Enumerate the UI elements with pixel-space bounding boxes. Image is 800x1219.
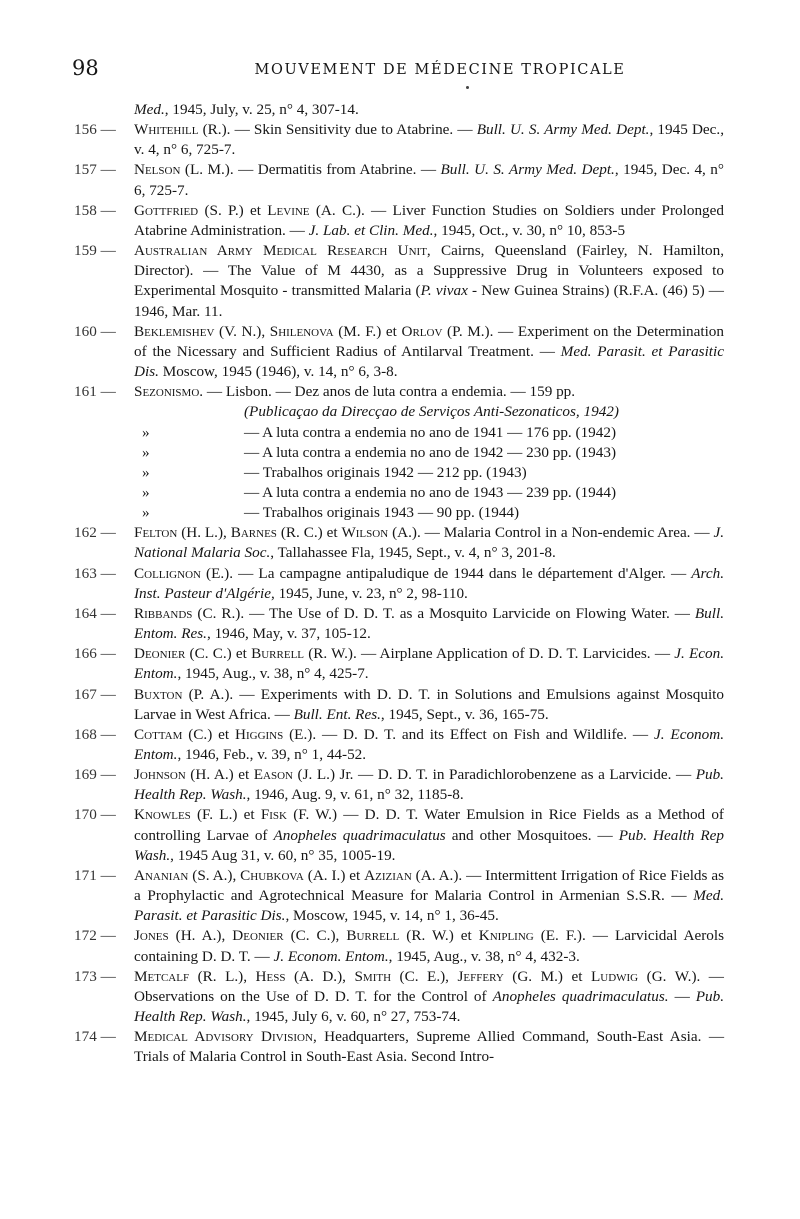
entry-author: Burrell [251,645,305,663]
entry-text: (R. W.) et [399,927,479,945]
ditto-line [74,503,724,523]
entry-journal: Pub. Health Rep. Wash. [134,766,724,804]
entry-text: (P. A.). — Experiments with D. D. T. in Solutions and Emulsions against Mosquito Larvae in West Africa. — [134,685,724,723]
ditto-line [74,483,724,503]
entry-text: Moscow, 1945 (1946), v. 14, n° 6, 3-8. [158,363,398,381]
entry-number: 168 — [74,725,116,743]
entry-text: , Moscow, 1945, v. 14, n° 1, 36-45. [285,907,499,925]
bibliography-entry [74,160,724,200]
entry-text: , Tallahassee Fla, 1945, Sept., v. 4, n° 3, 201-8. [270,544,556,562]
entry-text: , 1945 Aug 31, v. 60, n° 35, 1005-19. [170,846,396,864]
entry-journal: Bull. U. S. Army Med. Dept. [476,121,650,139]
entry-author: Collignon [134,564,201,582]
entry-journal: Med. [134,101,165,118]
entry-text: , 1945, Dec. 4, n° 6, 725-7. [134,161,724,199]
entry-journal: J. Econ. Entom. [134,645,724,683]
running-title: MOUVEMENT DE MÉDECINE TROPICALE [254,62,626,78]
entry-text: (C.) et [182,725,235,743]
entry-journal: Pub. Health Rep. Wash. [134,987,725,1026]
entry-journal: Arch. Inst. Pasteur d'Algérie [134,564,724,602]
entry-author: Beklemishev [134,322,215,340]
entry-author: Levine [267,201,310,219]
entry-author: Smith [354,967,392,985]
entry-text: - New Guinea Strains) (R.F.A. (46) 5) — 1946, Mar. 11. [134,282,724,320]
bibliography-entries-b [74,523,724,1067]
entry-number: 166 — [74,645,116,663]
entry-journal: J. Lab. et Clin. Med. [308,221,434,239]
entry-author: Deonier [232,927,284,945]
entry-text: (V. N.), [214,322,270,340]
entry-text: , 1946, Feb., v. 39, n° 1, 44-52. [177,746,367,763]
entry-journal: Anopheles quadrimaculatus. [492,987,669,1005]
ditto-line-text: — A luta contra a endemia no ano de 1942 — 230 pp. (1943) [244,443,617,461]
entry-text: , 1945 Dec., v. 4, n° 6, 725-7. [134,121,724,159]
entry-number: 158 — [74,201,116,219]
entry-author: Australian Army Medical Research Unit [134,242,427,260]
entry-author: Higgins [235,725,284,743]
ditto-line [74,463,724,483]
entry-author: Ludwig [590,967,639,985]
entry-text: , 1945, Sept., v. 36, 165-75. [380,705,549,723]
entry-author: Deonier [134,645,186,663]
entry-text: , 1945, Oct., v. 30, n° 10, 853-5 [433,221,626,239]
ditto-line-text: — Trabalhos originais 1943 — 90 pp. (1944) [244,504,520,522]
bibliography-entry [74,967,724,1027]
entry-text: (S. P.) et [198,201,268,219]
ditto-mark: » [142,483,150,501]
ditto-line [74,443,724,463]
entry-number: 164 — [74,604,116,622]
entry-journal: J. Econom. Entom. [273,947,389,965]
entry-161-publisher: (Publicaçao da Direcçao de Serviços Anti-Sezonaticos, 1942) [244,403,619,421]
entry-number: 174 — [74,1028,116,1046]
bibliography-entry [74,523,724,563]
entry-number: 167 — [74,685,116,703]
entry-author: Medical Advisory Division [134,1028,313,1046]
entry-text: — Lisbon. — Dez anos de luta contra a endemia. — 159 pp. [203,383,576,401]
entry-text: (R. L.), [189,967,256,985]
entry-text: (C. C.) et [185,645,252,663]
entry-number: 161 — [74,383,116,401]
entry-author: Shilenova [269,322,334,340]
entry-author: Hess [255,967,286,985]
entry-journal: P. vivax [420,282,468,300]
entry-author: Wilson [341,524,389,542]
entry-text: (R. W.). — Airplane Application of D. D. T. Larvicides. — [304,645,675,663]
entry-text: , 1946, Aug. 9, v. 61, n° 32, 1185-8. [246,786,464,804]
entry-author: Metcalf [134,967,190,985]
entry-text: (A. A.). — Intermittent Irrigation of Rice Fields as a Prophylactic and Agrotechnical Measure for Malaria Control in Armenian S.S.R. — [134,866,724,905]
bibliography-entry [74,926,724,966]
entry-journal: Med. Parasit. et Parasitic Dis. [134,342,724,381]
entry-author: Sezonismo. [134,383,204,401]
entry-text: (H. A.), [168,927,233,945]
entry-text: , 1945, June, v. 23, n° 2, 98-110. [270,584,468,602]
entry-text: , 1945, July, v. 25, n° 4, 307-14. [164,101,359,118]
bibliography-entry [74,765,724,805]
ditto-line-text: — A luta contra a endemia no ano de 1941 — 176 pp. (1942) [244,423,617,441]
bibliography-entry [74,322,724,382]
entry-journal: Pub. Health Rep Wash. [134,826,724,864]
entry-text: (R.). — Skin Sensitivity due to Atabrine. — [198,121,477,139]
entry-journal: Bull. Ent. Res. [293,705,381,723]
entry-text: (G. M.) et [503,967,591,985]
entry-text: (P. M.). — Experiment on the Determination of the Nicessary and Sufficient Radius of Antilarval Treatment. — [134,322,724,360]
entry-text: (E.). — La campagne antipaludique de 1944 dans le département d'Alger. — [200,564,692,582]
entry-text: (E.). — D. D. T. and its Effect on Fish and Wildlife. — [283,725,655,743]
bibliography-entry [74,241,724,322]
bibliography-entry [74,725,724,765]
bibliography-entry [74,604,724,644]
entry-text: (J. L.) Jr. — D. D. T. in Paradichlorobenzene as a Larvicide. — [292,766,696,784]
entry-journal: Bull. Entom. Res. [134,604,724,643]
ditto-line-text: — A luta contra a endemia no ano de 1943 — 239 pp. (1944) [244,483,617,501]
entry-text: (A. C.). — Liver Function Studies on Soldiers under Prolonged Atabrine Administration. — [134,201,724,239]
bibliography-entry [74,644,724,684]
entry-text: (A. I.) et [303,866,365,884]
entry-number: 156 — [74,121,116,139]
bibliography-entry [74,685,724,725]
ditto-line-text: — Trabalhos originais 1942 — 212 pp. (1943) [244,463,527,481]
entry-text: (A. D.), [285,967,355,985]
entry-number: 162 — [74,524,116,542]
entry-author: Knowles [134,806,191,824]
entry-text: , 1945, Aug., v. 38, n° 4, 425-7. [177,665,369,683]
entry-author: Johnson [134,766,186,784]
bibliography-entry-161 [74,382,724,402]
entry-text: (A.). — Malaria Control in a Non-endemic Area. — [388,524,714,542]
entry-journal: Med. Parasit. et Parasitic Dis. [134,887,724,925]
page-number: 98 [72,56,99,80]
entry-journal: Bull. U. S. Army Med. Dept. [440,161,615,179]
entry-text: (H. L.), [177,524,231,542]
entry-text: (E. F.). — Larvicidal Aerols containing D. D. T. — [134,927,724,965]
entry-text: , 1945, Aug., v. 38, n° 4, 432-3. [388,947,580,965]
print-speck [466,86,469,89]
entry-number: 170 — [74,806,116,824]
entry-number: 172 — [74,927,116,945]
bibliography-entry [74,805,724,865]
entry-text: , 1945, July 6, v. 60, n° 27, 753-74. [246,1008,461,1026]
entry-author: Ananian [134,866,189,884]
entry-number: 171 — [74,866,116,884]
entry-text: (S. A.), [188,866,241,884]
entry-author: Gottfried [134,201,199,219]
entry-text: (R. C.) et [276,524,342,542]
entry-text: (M. F.) et [333,322,402,340]
ditto-mark: » [142,463,150,481]
entry-author: Jeffery [457,967,504,985]
entry-author: Fisk [260,806,287,824]
entry-author: Eason [253,766,293,784]
entry-author: Buxton [134,685,183,703]
bibliography-entry [74,201,724,241]
entry-text: , 1946, May, v. 37, 105-12. [206,625,371,643]
entry-text: and other Mosquitoes. — [445,826,619,844]
bibliography-entry [74,564,724,604]
entry-author: Barnes [230,524,277,542]
entry-author: Whitehill [134,121,199,139]
bibliography-entries-a [74,100,724,382]
entry-text: (F. L.) et [190,806,261,824]
entry-author: Azizian [364,866,412,884]
ditto-mark: » [142,423,150,441]
bibliography-entry [74,100,724,120]
entry-number: 173 — [74,967,116,985]
entry-author: Burrell [346,927,400,945]
entry-journal: J. National Malaria Soc. [134,524,724,562]
bibliography-entry [74,1027,724,1067]
entry-text: (C. E.), [391,967,458,985]
entry-text: , Cairns, Queensland (Fairley, N. Hamilton, Director). — The Value of M 4430, as a Suppressive Drug in Volunteers exposed to Experimental Mosquito - transmitted Malaria ( [134,242,724,300]
ditto-mark: » [142,504,150,522]
ditto-line [74,423,724,443]
entry-journal: J. Econom. Entom. [134,725,724,763]
entry-text: (F. W.) — D. D. T. Water Emulsion in Rice Fields as a Method of controlling Larvae of [134,806,724,844]
entry-author: Nelson [134,161,181,179]
entry-number: 169 — [74,766,116,784]
entry-journal: Anopheles quadrimaculatus [273,826,446,844]
entry-number: 163 — [74,564,116,582]
entry-author: Cottam [134,725,183,743]
entry-text: (L. M.). — Dermatitis from Atabrine. — [180,161,441,179]
entry-161-continuation [74,402,724,422]
entry-author: Felton [134,524,178,542]
bibliography-list [74,100,724,1068]
bibliography-entry [74,866,724,926]
entry-author: Chubkova [240,866,304,884]
entry-author: Knipling [478,927,534,945]
entry-text: (C. C.), [283,927,347,945]
bibliography-entry [74,120,724,160]
entry-number: 157 — [74,161,116,179]
entry-text: — [668,987,696,1005]
entry-author: Ribbands [134,604,193,622]
entry-text: , Headquarters, Supreme Allied Command, South-East Asia. — Trials of Malaria Control in South-East Asia. Second Intro- [134,1028,725,1066]
entry-number: 160 — [74,322,116,340]
ditto-mark: » [142,443,150,461]
entry-author: Orlov [401,322,443,340]
entry-text: (C. R.). — The Use of D. D. T. as a Mosquito Larvicide on Flowing Water. — [192,604,695,622]
entry-text: (H. A.) et [185,766,254,784]
entry-number: 159 — [74,242,116,260]
entry-author: Jones [134,927,169,945]
entry-text: (G. W.). — Observations on the Use of D. D. T. for the Control of [134,967,724,1005]
